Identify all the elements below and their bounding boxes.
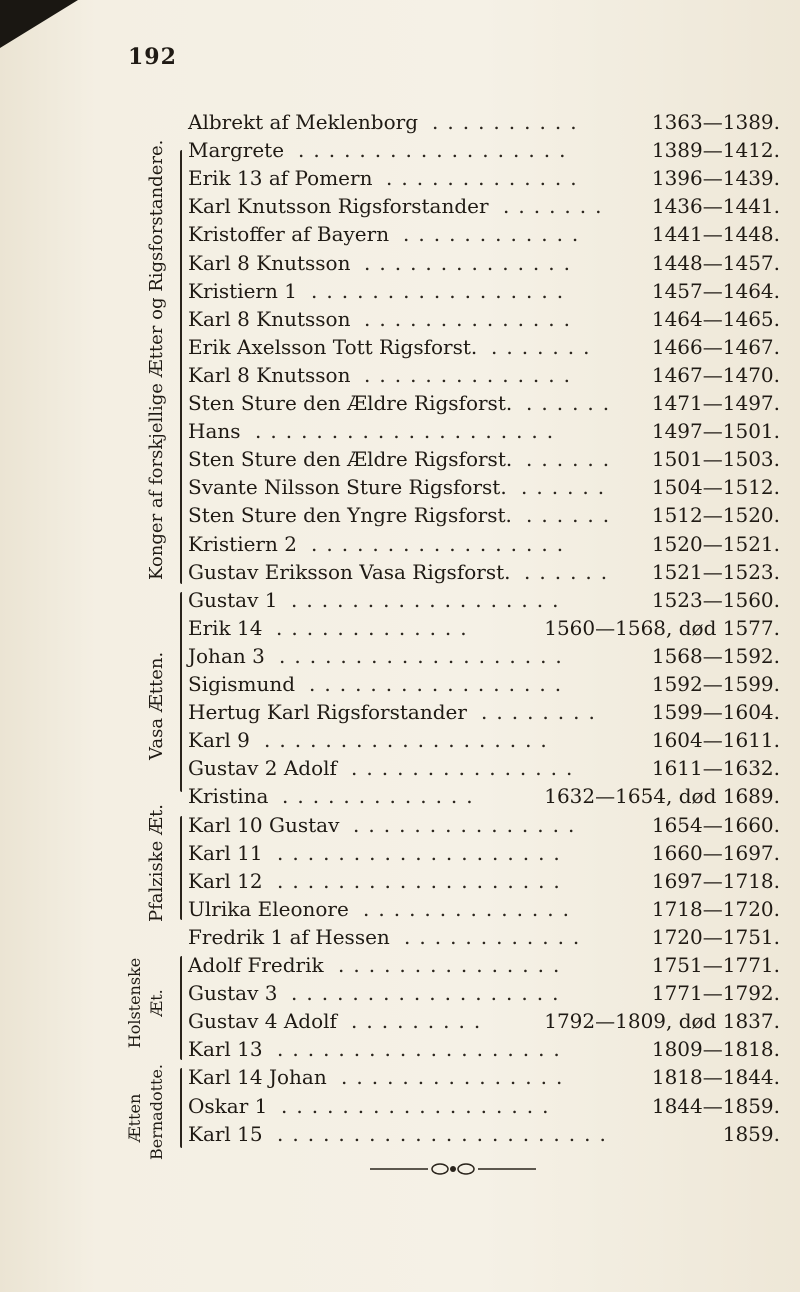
regent-years: 1568—1592. xyxy=(651,643,780,668)
dot-leader: ...... xyxy=(524,559,617,584)
regent-row xyxy=(188,333,780,361)
regent-row xyxy=(188,164,780,192)
bracket-bernadotte xyxy=(180,1068,182,1148)
dot-leader: ........ xyxy=(481,700,604,725)
dot-leader: ....... xyxy=(503,194,611,219)
regent-row xyxy=(188,530,780,558)
regent-years: 1599—1604. xyxy=(651,700,780,725)
regent-years: 1654—1660. xyxy=(651,812,780,837)
regent-name: Sten Sture den Ældre Rigsforst. xyxy=(188,391,513,415)
group-label-forskjellige-aetter: Konger af forskjellige Ætter og Rigsforstandere. xyxy=(146,139,167,580)
regent-row xyxy=(188,1092,780,1120)
dot-leader: .............. xyxy=(364,362,580,387)
regent-years: 1697—1718. xyxy=(651,868,780,893)
regent-row xyxy=(188,923,780,951)
regent-row xyxy=(188,1035,780,1063)
regent-row xyxy=(188,473,780,501)
regent-row xyxy=(188,558,780,586)
regent-row xyxy=(188,951,780,979)
dot-leader: ...... xyxy=(526,391,619,415)
regent-name: Karl 14 Johan xyxy=(188,1065,327,1090)
group-label-bernadotte: Ætten Bernadotte. xyxy=(125,1063,166,1160)
regent-row xyxy=(188,895,780,923)
regent-row xyxy=(188,1063,780,1091)
dot-leader: .................. xyxy=(281,1093,558,1118)
regent-row xyxy=(188,698,780,726)
regent-row xyxy=(188,867,780,895)
bracket-holstenske xyxy=(180,956,182,1060)
regent-years: 1792—1809, død 1837. xyxy=(544,1009,780,1034)
regent-years: 1512—1520. xyxy=(651,503,780,528)
regent-name: Fredrik 1 af Hessen xyxy=(188,924,390,949)
regent-years: 1441—1448. xyxy=(651,222,780,247)
regent-name: Karl 12 xyxy=(188,868,263,893)
regent-row xyxy=(188,1120,780,1148)
regent-name: Karl 8 Knutsson xyxy=(188,306,351,331)
regent-name: Oskar 1 xyxy=(188,1093,268,1118)
regent-name: Karl Knutsson Rigsforstander xyxy=(188,194,489,219)
bracket-vasa xyxy=(180,592,182,792)
regent-years: 1523—1560. xyxy=(651,587,780,612)
regent-name: Sigismund xyxy=(188,672,296,696)
dot-leader: ................... xyxy=(277,868,569,893)
dot-leader: .................. xyxy=(291,587,568,612)
page-number: 192 xyxy=(128,44,177,70)
regent-name: Kristiern 2 xyxy=(188,531,297,556)
regent-row xyxy=(188,642,780,670)
group-label-pfalziske: Pfalziske Æt. xyxy=(146,804,167,922)
regent-years: 1809—1818. xyxy=(651,1037,780,1062)
regent-years: 1818—1844. xyxy=(651,1065,780,1090)
dot-leader: ............. xyxy=(282,784,482,809)
regent-years: 1448—1457. xyxy=(651,250,780,275)
regent-row xyxy=(188,361,780,389)
dot-leader: ............... xyxy=(353,812,584,837)
dot-leader: .............. xyxy=(364,306,580,331)
dot-leader: ................... xyxy=(264,728,556,753)
regent-row xyxy=(188,614,780,642)
regent-row xyxy=(188,249,780,277)
regent-row xyxy=(188,220,780,248)
group-label-holstenske: Holstenske Æt. xyxy=(125,957,166,1049)
regent-row xyxy=(188,108,780,136)
regent-name: Hertug Karl Rigsforstander xyxy=(188,700,467,725)
bracket-pfalziske xyxy=(180,816,182,920)
regent-years: 1497—1501. xyxy=(651,419,780,444)
regent-row xyxy=(188,979,780,1007)
dot-leader: ...... xyxy=(521,475,614,500)
regent-row xyxy=(188,670,780,698)
dot-leader: ............ xyxy=(403,222,588,247)
regent-name: Gustav 2 Adolf xyxy=(188,756,337,781)
regent-row xyxy=(188,1007,780,1035)
regent-years: 1718—1720. xyxy=(651,896,780,921)
dot-leader: ................... xyxy=(279,643,571,668)
regent-years: 1504—1512. xyxy=(651,475,780,500)
dot-leader: ................... xyxy=(277,1037,569,1062)
regent-name: Margrete xyxy=(188,138,285,163)
regent-years: 1751—1771. xyxy=(651,953,780,977)
dot-leader: ...................... xyxy=(277,1121,615,1146)
dot-leader: ............... xyxy=(338,953,569,977)
regent-years: 1660—1697. xyxy=(651,840,780,865)
dot-leader: .................. xyxy=(298,138,575,163)
regent-years: 1720—1751. xyxy=(651,924,780,949)
regent-years: 1844—1859. xyxy=(651,1093,780,1118)
bracket-forskjellige-aetter xyxy=(180,150,182,584)
regent-name: Erik 14 xyxy=(188,615,263,640)
regent-name: Gustav 3 xyxy=(188,981,278,1006)
regent-name: Erik 13 af Pomern xyxy=(188,166,373,191)
regent-years: 1363—1389. xyxy=(651,110,780,134)
regent-years: 1396—1439. xyxy=(651,166,780,191)
ornament-divider xyxy=(370,1160,536,1178)
regent-years: 1632—1654, død 1689. xyxy=(544,784,780,809)
regent-years: 1457—1464. xyxy=(651,278,780,303)
dot-leader: .................... xyxy=(255,419,563,444)
regent-name: Karl 8 Knutsson xyxy=(188,250,351,275)
regent-name: Gustav 1 xyxy=(188,587,278,612)
dot-leader: ............... xyxy=(341,1065,572,1090)
regent-years: 1592—1599. xyxy=(651,672,780,696)
regent-years: 1467—1470. xyxy=(651,362,780,387)
regent-row xyxy=(188,754,780,782)
regent-years: 1771—1792. xyxy=(651,981,780,1006)
regent-name: Hans xyxy=(188,419,241,444)
torn-corner xyxy=(0,0,78,48)
dot-leader: ....... xyxy=(491,334,599,359)
dot-leader: ................. xyxy=(311,531,573,556)
regent-name: Sten Sture den Ældre Rigsforst. xyxy=(188,447,513,472)
dot-leader: ................. xyxy=(309,672,571,696)
regent-row xyxy=(188,277,780,305)
dot-leader: ................... xyxy=(277,840,569,865)
regent-name: Kristina xyxy=(188,784,269,809)
group-label-vasa: Vasa Ætten. xyxy=(146,651,167,760)
regent-name: Karl 13 xyxy=(188,1037,263,1062)
dot-leader: .............. xyxy=(363,896,579,921)
regent-years: 1859. xyxy=(722,1121,780,1146)
regent-row xyxy=(188,192,780,220)
regent-row xyxy=(188,811,780,839)
regent-years: 1520—1521. xyxy=(651,531,780,556)
regent-years: 1466—1467. xyxy=(651,334,780,359)
regent-row xyxy=(188,501,780,529)
regent-years: 1604—1611. xyxy=(651,728,780,753)
regent-name: Ulrika Eleonore xyxy=(188,896,349,921)
dot-leader: ............ xyxy=(404,924,589,949)
regent-row xyxy=(188,726,780,754)
dot-leader: ......... xyxy=(351,1009,490,1034)
regent-name: Gustav Eriksson Vasa Rigsforst. xyxy=(188,559,511,584)
dot-leader: ...... xyxy=(526,447,619,472)
regent-name: Gustav 4 Adolf xyxy=(188,1009,337,1034)
dot-leader: ............. xyxy=(276,615,476,640)
regent-row xyxy=(188,136,780,164)
regent-years: 1471—1497. xyxy=(651,391,780,415)
regent-name: Karl 10 Gustav xyxy=(188,812,340,837)
regent-name: Kristiern 1 xyxy=(188,278,297,303)
regent-name: Svante Nilsson Sture Rigsforst. xyxy=(188,475,507,500)
regent-years: 1560—1568, død 1577. xyxy=(544,615,780,640)
dot-leader: .......... xyxy=(432,110,586,134)
regent-years: 1389—1412. xyxy=(651,138,780,163)
regent-years: 1436—1441. xyxy=(651,194,780,219)
regent-name: Karl 11 xyxy=(188,840,263,865)
regent-row xyxy=(188,305,780,333)
regent-name: Kristoffer af Bayern xyxy=(188,222,390,247)
dot-leader: ............. xyxy=(386,166,586,191)
regent-row xyxy=(188,417,780,445)
regent-row xyxy=(188,445,780,473)
dot-leader: ...... xyxy=(526,503,619,528)
dot-leader: .................. xyxy=(291,981,568,1006)
dot-leader: ................. xyxy=(311,278,573,303)
regent-name: Sten Sture den Yngre Rigsforst. xyxy=(188,503,512,528)
regent-name: Karl 8 Knutsson xyxy=(188,362,351,387)
regent-name: Adolf Fredrik xyxy=(188,953,324,977)
regent-row xyxy=(188,586,780,614)
regent-name: Erik Axelsson Tott Rigsforst. xyxy=(188,334,478,359)
regent-name: Karl 15 xyxy=(188,1121,263,1146)
regent-row xyxy=(188,782,780,810)
regent-name: Albrekt af Meklenborg xyxy=(188,110,418,134)
regent-years: 1501—1503. xyxy=(651,447,780,472)
regent-row xyxy=(188,839,780,867)
dot-leader: .............. xyxy=(364,250,580,275)
regent-years: 1521—1523. xyxy=(651,559,780,584)
regent-years: 1611—1632. xyxy=(651,756,780,781)
regent-row xyxy=(188,389,780,417)
regent-years: 1464—1465. xyxy=(651,306,780,331)
regent-name: Johan 3 xyxy=(188,643,265,668)
regent-name: Karl 9 xyxy=(188,728,250,753)
dot-leader: ............... xyxy=(351,756,582,781)
